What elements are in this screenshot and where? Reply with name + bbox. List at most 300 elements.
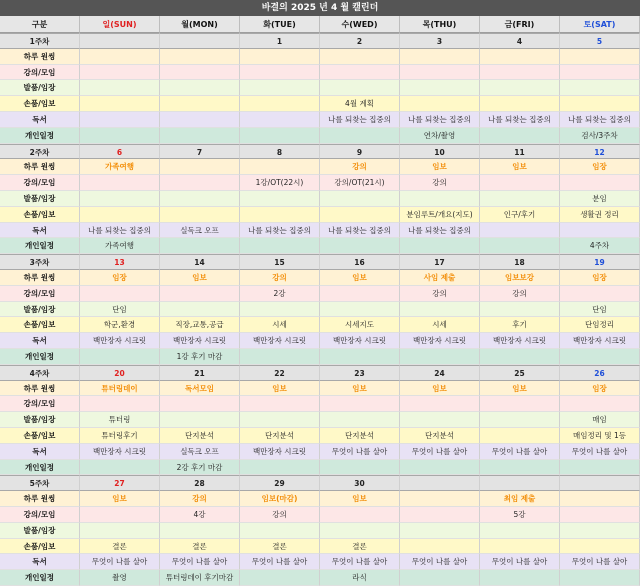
- date-number: 12: [560, 144, 640, 160]
- schedule-cell[interactable]: [80, 175, 160, 191]
- row-report: [0, 96, 640, 112]
- row-reading: [0, 554, 640, 570]
- date-number: [480, 475, 560, 491]
- header-category: 구분: [0, 16, 80, 33]
- schedule-cell[interactable]: [160, 159, 240, 175]
- schedule-cell[interactable]: 생활권 정리: [560, 207, 640, 223]
- schedule-cell[interactable]: 백만장자 시크릿: [480, 333, 560, 349]
- schedule-cell[interactable]: 단임: [80, 302, 160, 318]
- date-number: 6: [80, 144, 160, 160]
- schedule-cell[interactable]: 강의: [240, 507, 320, 523]
- date-number: 14: [160, 254, 240, 270]
- row-label: 강의/모임: [0, 175, 80, 191]
- schedule-cell[interactable]: [400, 349, 480, 365]
- schedule-cell[interactable]: [160, 65, 240, 81]
- week-label: 4주차: [0, 365, 80, 381]
- schedule-cell[interactable]: [400, 491, 480, 507]
- schedule-cell[interactable]: 강의: [400, 175, 480, 191]
- date-number: 16: [320, 254, 400, 270]
- schedule-cell[interactable]: 임장: [560, 159, 640, 175]
- schedule-cell[interactable]: 단지분석: [160, 428, 240, 444]
- schedule-cell[interactable]: 결론: [160, 539, 240, 555]
- schedule-cell[interactable]: 백만장자 시크릿: [400, 333, 480, 349]
- row-label: 발품/임장: [0, 80, 80, 96]
- row-label: 독서: [0, 444, 80, 460]
- schedule-cell[interactable]: [560, 570, 640, 586]
- date-number: 15: [240, 254, 320, 270]
- header-day: 목(THU): [400, 16, 480, 33]
- schedule-cell[interactable]: [80, 507, 160, 523]
- date-number: [560, 475, 640, 491]
- schedule-cell[interactable]: [400, 507, 480, 523]
- schedule-cell[interactable]: [240, 412, 320, 428]
- schedule-cell[interactable]: [240, 65, 320, 81]
- schedule-cell[interactable]: 가족여행: [80, 238, 160, 254]
- schedule-cell[interactable]: 무엇이 나를 살아: [400, 444, 480, 460]
- schedule-cell[interactable]: 인구/후기: [480, 207, 560, 223]
- row-personal: [0, 570, 640, 586]
- schedule-cell[interactable]: [400, 191, 480, 207]
- schedule-cell[interactable]: [160, 191, 240, 207]
- header-day: 월(MON): [160, 16, 240, 33]
- row-label: 손품/임보: [0, 428, 80, 444]
- schedule-cell[interactable]: [400, 396, 480, 412]
- week-header-row: [0, 144, 640, 160]
- row-label: 강의/모임: [0, 65, 80, 81]
- row-label: 손품/임보: [0, 96, 80, 112]
- schedule-cell[interactable]: [320, 460, 400, 476]
- schedule-cell[interactable]: [320, 507, 400, 523]
- schedule-cell[interactable]: 결론: [240, 539, 320, 555]
- schedule-cell[interactable]: 무엇이 나를 살아: [480, 554, 560, 570]
- schedule-cell[interactable]: [240, 570, 320, 586]
- schedule-cell[interactable]: [480, 523, 560, 539]
- schedule-cell[interactable]: 백만장자 시크릿: [320, 333, 400, 349]
- schedule-cell[interactable]: [80, 80, 160, 96]
- row-onething: [0, 491, 640, 507]
- row-onething: [0, 49, 640, 65]
- date-number: 1: [240, 33, 320, 49]
- schedule-cell[interactable]: [80, 286, 160, 302]
- schedule-cell[interactable]: 강의: [240, 270, 320, 286]
- row-lecture: [0, 175, 640, 191]
- schedule-cell[interactable]: [80, 128, 160, 144]
- schedule-cell[interactable]: 나를 되찾는 집중의: [80, 223, 160, 239]
- row-lecture: [0, 286, 640, 302]
- row-label: 개인일정: [0, 349, 80, 365]
- schedule-cell[interactable]: [560, 286, 640, 302]
- schedule-cell[interactable]: 1강/OT(22시): [240, 175, 320, 191]
- schedule-cell[interactable]: 가족여행: [80, 159, 160, 175]
- schedule-cell[interactable]: [320, 207, 400, 223]
- schedule-cell[interactable]: [560, 223, 640, 239]
- schedule-cell[interactable]: 나를 되찾는 집중의: [240, 223, 320, 239]
- row-onething: [0, 381, 640, 397]
- schedule-cell[interactable]: 백만장자 시크릿: [560, 333, 640, 349]
- schedule-cell[interactable]: 강의: [160, 491, 240, 507]
- schedule-cell[interactable]: 백만장자 시크릿: [80, 444, 160, 460]
- schedule-cell[interactable]: [320, 238, 400, 254]
- schedule-cell[interactable]: [400, 65, 480, 81]
- schedule-cell[interactable]: [320, 286, 400, 302]
- schedule-cell[interactable]: 임장: [560, 270, 640, 286]
- schedule-cell[interactable]: [480, 412, 560, 428]
- header-day: 수(WED): [320, 16, 400, 33]
- row-onething: [0, 270, 640, 286]
- header-day: 토(SAT): [560, 16, 640, 33]
- date-number: [80, 33, 160, 49]
- week-label: 3주차: [0, 254, 80, 270]
- schedule-cell[interactable]: [240, 96, 320, 112]
- schedule-cell[interactable]: 무엇이 나를 살아: [240, 554, 320, 570]
- date-number: 22: [240, 365, 320, 381]
- row-lecture: [0, 507, 640, 523]
- schedule-cell[interactable]: [160, 523, 240, 539]
- schedule-cell[interactable]: [80, 96, 160, 112]
- schedule-cell[interactable]: [400, 570, 480, 586]
- schedule-cell[interactable]: [240, 80, 320, 96]
- schedule-cell[interactable]: 임장: [80, 270, 160, 286]
- schedule-cell[interactable]: [240, 396, 320, 412]
- schedule-cell[interactable]: [480, 223, 560, 239]
- schedule-cell[interactable]: 나를 되찾는 집중의: [560, 112, 640, 128]
- schedule-cell[interactable]: [560, 96, 640, 112]
- schedule-cell[interactable]: [560, 491, 640, 507]
- schedule-cell[interactable]: 단지분석: [320, 428, 400, 444]
- schedule-cell[interactable]: [560, 349, 640, 365]
- schedule-cell[interactable]: [480, 238, 560, 254]
- date-number: 17: [400, 254, 480, 270]
- schedule-cell[interactable]: 튜터링후기: [80, 428, 160, 444]
- schedule-cell[interactable]: 2강 후기 마감: [160, 460, 240, 476]
- date-number: [400, 475, 480, 491]
- date-number: 3: [400, 33, 480, 49]
- schedule-cell[interactable]: [240, 238, 320, 254]
- header-day: 일(SUN): [80, 16, 160, 33]
- schedule-cell[interactable]: 임보: [480, 381, 560, 397]
- schedule-cell[interactable]: [480, 128, 560, 144]
- schedule-cell[interactable]: 임보: [80, 491, 160, 507]
- schedule-cell[interactable]: 임보: [400, 381, 480, 397]
- row-label: 하루 원씽: [0, 491, 80, 507]
- schedule-cell[interactable]: 강의: [400, 286, 480, 302]
- schedule-cell[interactable]: 임보: [480, 159, 560, 175]
- date-number: 21: [160, 365, 240, 381]
- row-label: 개인일정: [0, 570, 80, 586]
- schedule-cell[interactable]: 4강: [160, 507, 240, 523]
- schedule-cell[interactable]: 무엇이 나를 살아: [160, 554, 240, 570]
- schedule-cell[interactable]: [560, 65, 640, 81]
- schedule-cell[interactable]: [320, 65, 400, 81]
- schedule-cell[interactable]: [160, 302, 240, 318]
- schedule-cell[interactable]: [240, 460, 320, 476]
- schedule-cell[interactable]: 튜터링데이 후기마감: [160, 570, 240, 586]
- schedule-cell[interactable]: 무엇이 나를 살아: [320, 444, 400, 460]
- date-number: 19: [560, 254, 640, 270]
- row-fieldwork: [0, 191, 640, 207]
- schedule-cell[interactable]: 백만장자 시크릿: [80, 333, 160, 349]
- schedule-cell[interactable]: 독서모임: [160, 381, 240, 397]
- schedule-cell[interactable]: [480, 80, 560, 96]
- schedule-cell[interactable]: 백만장자 시크릿: [240, 333, 320, 349]
- schedule-cell[interactable]: 나를 되찾는 집중의: [400, 112, 480, 128]
- schedule-cell[interactable]: [240, 523, 320, 539]
- schedule-cell[interactable]: [400, 49, 480, 65]
- schedule-cell[interactable]: 단임정리: [560, 317, 640, 333]
- schedule-cell[interactable]: 무엇이 나를 살아: [80, 554, 160, 570]
- schedule-cell[interactable]: 후기: [480, 317, 560, 333]
- row-label: 개인일정: [0, 238, 80, 254]
- schedule-cell[interactable]: [320, 191, 400, 207]
- schedule-cell[interactable]: [480, 49, 560, 65]
- schedule-cell[interactable]: [160, 412, 240, 428]
- schedule-cell[interactable]: 결론: [80, 539, 160, 555]
- schedule-cell[interactable]: [160, 207, 240, 223]
- schedule-cell[interactable]: [160, 112, 240, 128]
- schedule-cell[interactable]: [240, 128, 320, 144]
- schedule-cell[interactable]: [480, 460, 560, 476]
- header-day: 금(FRI): [480, 16, 560, 33]
- schedule-cell[interactable]: 촬영: [80, 570, 160, 586]
- schedule-cell[interactable]: [160, 128, 240, 144]
- row-label: 하루 원씽: [0, 159, 80, 175]
- schedule-cell[interactable]: 사임 제출: [400, 270, 480, 286]
- week-header-row: [0, 365, 640, 381]
- schedule-cell[interactable]: 매임정리 및 1등: [560, 428, 640, 444]
- schedule-cell[interactable]: [400, 238, 480, 254]
- schedule-cell[interactable]: 나를 되찾는 집중의: [400, 223, 480, 239]
- schedule-cell[interactable]: [400, 96, 480, 112]
- date-number: 2: [320, 33, 400, 49]
- schedule-cell[interactable]: [320, 128, 400, 144]
- week-header-row: [0, 254, 640, 270]
- schedule-cell[interactable]: [560, 49, 640, 65]
- schedule-cell[interactable]: [160, 80, 240, 96]
- schedule-cell[interactable]: 임보: [400, 159, 480, 175]
- schedule-cell[interactable]: [240, 207, 320, 223]
- row-fieldwork: [0, 523, 640, 539]
- schedule-cell[interactable]: 단지분석: [240, 428, 320, 444]
- schedule-cell[interactable]: [160, 175, 240, 191]
- week-header-row: [0, 475, 640, 491]
- schedule-cell[interactable]: [80, 396, 160, 412]
- row-label: 독서: [0, 333, 80, 349]
- schedule-cell[interactable]: 단지분석: [400, 428, 480, 444]
- schedule-cell[interactable]: 분임: [560, 191, 640, 207]
- schedule-cell[interactable]: 튜터링데이: [80, 381, 160, 397]
- week-label: 5주차: [0, 475, 80, 491]
- row-report: [0, 317, 640, 333]
- row-reading: [0, 223, 640, 239]
- schedule-cell[interactable]: [160, 396, 240, 412]
- schedule-cell[interactable]: 실독크 오프: [160, 444, 240, 460]
- schedule-cell[interactable]: 무엇이 나를 살아: [400, 554, 480, 570]
- schedule-cell[interactable]: [320, 523, 400, 539]
- row-label: 독서: [0, 223, 80, 239]
- schedule-cell[interactable]: 백만장자 시크릿: [240, 444, 320, 460]
- schedule-cell[interactable]: 라식: [320, 570, 400, 586]
- schedule-cell[interactable]: [320, 302, 400, 318]
- schedule-cell[interactable]: [400, 523, 480, 539]
- schedule-cell[interactable]: [240, 302, 320, 318]
- schedule-cell[interactable]: [320, 49, 400, 65]
- schedule-cell[interactable]: 임보: [320, 381, 400, 397]
- schedule-cell[interactable]: [80, 112, 160, 128]
- schedule-cell[interactable]: [560, 80, 640, 96]
- schedule-cell[interactable]: [480, 539, 560, 555]
- schedule-cell[interactable]: 무엇이 나를 살아: [560, 554, 640, 570]
- schedule-cell[interactable]: 시세: [240, 317, 320, 333]
- row-label: 독서: [0, 554, 80, 570]
- schedule-cell[interactable]: [480, 349, 560, 365]
- schedule-cell[interactable]: [480, 396, 560, 412]
- row-label: 손품/임보: [0, 317, 80, 333]
- date-number: 25: [480, 365, 560, 381]
- schedule-cell[interactable]: 임보: [240, 381, 320, 397]
- schedule-cell[interactable]: [560, 523, 640, 539]
- date-number: 18: [480, 254, 560, 270]
- schedule-cell[interactable]: [80, 349, 160, 365]
- schedule-cell[interactable]: 연차/촬영: [400, 128, 480, 144]
- row-fieldwork: [0, 302, 640, 318]
- row-fieldwork: [0, 80, 640, 96]
- schedule-cell[interactable]: [480, 570, 560, 586]
- date-number: 20: [80, 365, 160, 381]
- calendar-title: 바결의 2025 년 4 월 캘린더: [0, 0, 640, 16]
- schedule-cell[interactable]: [80, 191, 160, 207]
- schedule-cell[interactable]: 2강: [240, 286, 320, 302]
- schedule-cell[interactable]: [560, 460, 640, 476]
- schedule-cell[interactable]: 임보보강: [480, 270, 560, 286]
- row-personal: [0, 128, 640, 144]
- schedule-cell[interactable]: [240, 112, 320, 128]
- schedule-cell[interactable]: 시세: [400, 317, 480, 333]
- schedule-cell[interactable]: 임보: [320, 270, 400, 286]
- schedule-cell[interactable]: [560, 175, 640, 191]
- row-label: 발품/임장: [0, 412, 80, 428]
- schedule-cell[interactable]: [560, 396, 640, 412]
- schedule-cell[interactable]: [480, 65, 560, 81]
- schedule-cell[interactable]: 강의: [320, 159, 400, 175]
- row-personal: [0, 349, 640, 365]
- row-label: 강의/모임: [0, 396, 80, 412]
- schedule-cell[interactable]: 나를 되찾는 집중의: [320, 223, 400, 239]
- schedule-cell[interactable]: 백만장자 시크릿: [160, 333, 240, 349]
- week-label: 2주차: [0, 144, 80, 160]
- schedule-cell[interactable]: [480, 302, 560, 318]
- schedule-cell[interactable]: [400, 412, 480, 428]
- schedule-cell[interactable]: [160, 49, 240, 65]
- schedule-cell[interactable]: [480, 428, 560, 444]
- row-label: 하루 원씽: [0, 381, 80, 397]
- schedule-cell[interactable]: 무엇이 나를 살아: [560, 444, 640, 460]
- schedule-cell[interactable]: 임보(마감): [240, 491, 320, 507]
- schedule-cell[interactable]: [240, 49, 320, 65]
- schedule-cell[interactable]: 4주차: [560, 238, 640, 254]
- schedule-cell[interactable]: 강의: [480, 286, 560, 302]
- schedule-cell[interactable]: [240, 349, 320, 365]
- row-label: 손품/임보: [0, 207, 80, 223]
- schedule-cell[interactable]: [320, 80, 400, 96]
- date-number: 9: [320, 144, 400, 160]
- schedule-cell[interactable]: [320, 412, 400, 428]
- schedule-cell[interactable]: [80, 49, 160, 65]
- schedule-cell[interactable]: 시세지도: [320, 317, 400, 333]
- week-header-row: [0, 33, 640, 49]
- date-number: 5: [560, 33, 640, 49]
- date-number: 8: [240, 144, 320, 160]
- row-report: [0, 539, 640, 555]
- schedule-cell[interactable]: 임보: [160, 270, 240, 286]
- date-number: 10: [400, 144, 480, 160]
- schedule-cell[interactable]: 무엇이 나를 살아: [480, 444, 560, 460]
- schedule-cell[interactable]: 최임 제출: [480, 491, 560, 507]
- row-label: 개인일정: [0, 128, 80, 144]
- schedule-cell[interactable]: 임보: [320, 491, 400, 507]
- row-label: 강의/모임: [0, 507, 80, 523]
- schedule-cell[interactable]: [160, 96, 240, 112]
- row-report: [0, 428, 640, 444]
- schedule-cell[interactable]: 결론: [320, 539, 400, 555]
- schedule-cell[interactable]: [560, 507, 640, 523]
- schedule-cell[interactable]: 직장,교통,공급: [160, 317, 240, 333]
- row-personal: [0, 460, 640, 476]
- header-day: 화(TUE): [240, 16, 320, 33]
- schedule-cell[interactable]: 검사/3주차: [560, 128, 640, 144]
- schedule-cell[interactable]: 강의/OT(21시): [320, 175, 400, 191]
- schedule-cell[interactable]: [480, 191, 560, 207]
- schedule-cell[interactable]: [400, 80, 480, 96]
- schedule-cell[interactable]: 실독크 오프: [160, 223, 240, 239]
- schedule-cell[interactable]: 1강 후기 마감: [160, 349, 240, 365]
- schedule-cell[interactable]: [160, 238, 240, 254]
- row-reading: [0, 333, 640, 349]
- schedule-cell[interactable]: [240, 191, 320, 207]
- schedule-cell[interactable]: 나를 되찾는 집중의: [480, 112, 560, 128]
- schedule-cell[interactable]: 4월 계획: [320, 96, 400, 112]
- schedule-cell[interactable]: [480, 175, 560, 191]
- row-label: 하루 원씽: [0, 49, 80, 65]
- schedule-cell[interactable]: 무엇이 나를 살아: [320, 554, 400, 570]
- date-number: 11: [480, 144, 560, 160]
- schedule-cell[interactable]: 튜터링: [80, 412, 160, 428]
- date-number: [160, 33, 240, 49]
- schedule-cell[interactable]: 임장: [560, 381, 640, 397]
- schedule-cell[interactable]: [400, 539, 480, 555]
- schedule-cell[interactable]: [400, 302, 480, 318]
- schedule-cell[interactable]: [80, 207, 160, 223]
- schedule-cell[interactable]: 매임: [560, 412, 640, 428]
- row-fieldwork: [0, 412, 640, 428]
- schedule-cell[interactable]: 5강: [480, 507, 560, 523]
- date-number: 13: [80, 254, 160, 270]
- schedule-cell[interactable]: 분임루트/개요(지도): [400, 207, 480, 223]
- schedule-cell[interactable]: 나를 되찾는 집중의: [320, 112, 400, 128]
- schedule-cell[interactable]: [80, 460, 160, 476]
- schedule-cell[interactable]: 학군,환경: [80, 317, 160, 333]
- schedule-cell[interactable]: [240, 159, 320, 175]
- schedule-cell[interactable]: [320, 349, 400, 365]
- schedule-cell[interactable]: [480, 96, 560, 112]
- schedule-cell[interactable]: [160, 286, 240, 302]
- schedule-cell[interactable]: [80, 65, 160, 81]
- schedule-cell[interactable]: [560, 539, 640, 555]
- schedule-cell[interactable]: [320, 396, 400, 412]
- schedule-cell[interactable]: [80, 523, 160, 539]
- schedule-cell[interactable]: [400, 460, 480, 476]
- schedule-cell[interactable]: 단임: [560, 302, 640, 318]
- row-label: 발품/임장: [0, 523, 80, 539]
